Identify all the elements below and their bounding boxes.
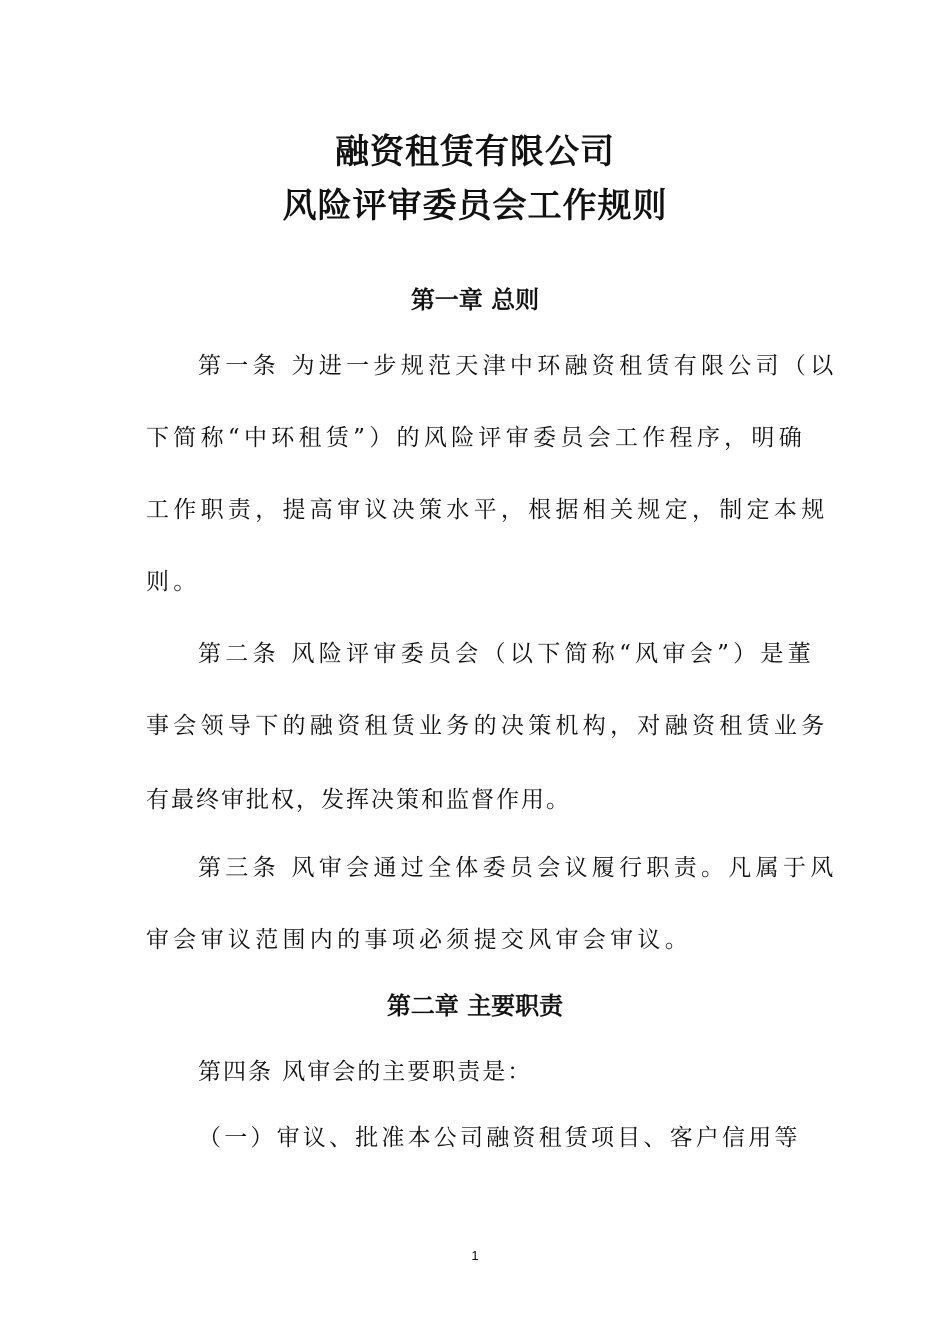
article-1-line-1: 第一条 为进一步规范天津中环融资租赁有限公司（以	[198, 353, 838, 379]
article-4-line: 第四条 风审会的主要职责是：	[198, 1059, 533, 1085]
article-3-line-1: 第三条 风审会通过全体委员会议履行职责。凡属于风	[198, 855, 838, 881]
article-2-line-1: 第二条 风险评审委员会（以下简称“风审会”）是董	[198, 641, 816, 667]
article-1-line-4: 则。	[146, 569, 201, 595]
article-1-line-2: 下简称“中环租赁”）的风险评审委员会工作程序，明确	[146, 425, 807, 451]
page-number: 1	[471, 1248, 479, 1263]
document-title-line-1: 融资租赁有限公司	[335, 132, 615, 172]
article-3-line-2: 审会审议范围内的事项必须提交风审会审议。	[146, 927, 692, 953]
article-2-line-2: 事会领导下的融资租赁业务的决策机构，对融资租赁业务	[146, 713, 829, 739]
chapter-2-heading: 第二章 主要职责	[386, 992, 564, 1020]
item-1-line: （一）审议、批准本公司融资租赁项目、客户信用等	[198, 1125, 801, 1151]
document-title-line-2: 风险评审委员会工作规则	[282, 186, 668, 226]
chapter-1-heading: 第一章 总则	[410, 286, 540, 314]
article-1-line-3: 工作职责，提高审议决策水平，根据相关规定，制定本规	[146, 497, 829, 523]
article-2-line-3: 有最终审批权，发挥决策和监督作用。	[146, 787, 571, 813]
